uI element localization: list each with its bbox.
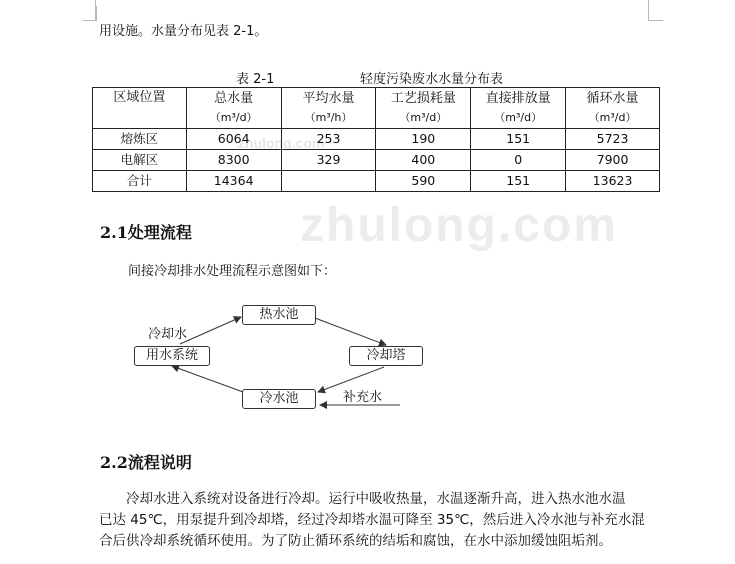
table-cell: 8300 xyxy=(186,150,281,171)
table-title: 轻度污染废水水量分布表 xyxy=(360,72,504,87)
table-cell: 0 xyxy=(471,150,566,171)
table-cell: 6064 xyxy=(186,129,281,150)
description-line-1: 冷却水进入系统对设备进行冷却。运行中吸收热量，水温逐渐升高，进入热水池水温 xyxy=(126,491,626,507)
table-cell: 13623 xyxy=(566,171,660,192)
arrow-cold-to-system xyxy=(172,366,243,392)
table-cell: 合计 xyxy=(93,171,187,192)
flow-node-cold-pool: 冷水池 xyxy=(242,389,316,409)
description-line-2: 已达 45℃，用泵提升到冷却塔，经过冷却塔水温可降至 35℃，然后进入冷水池与补充水混 xyxy=(99,512,645,528)
table-cell: 190 xyxy=(376,129,471,150)
watermark: zhulong.com xyxy=(300,199,618,252)
flow-label-cooling-water: 冷却水 xyxy=(148,327,188,342)
table-cell: 400 xyxy=(376,150,471,171)
header-cell: 直接排放量 （m³/d） xyxy=(471,88,566,129)
intro-line: 用设施。水量分布见表 2-1。 xyxy=(99,24,268,39)
table-cell: 151 xyxy=(471,129,566,150)
section-heading-description: 2.2流程说明 xyxy=(100,453,192,472)
table-cell: 7900 xyxy=(566,150,660,171)
flow-node-water-system: 用水系统 xyxy=(134,346,210,366)
header-cell: 工艺损耗量 （m³/d） xyxy=(376,88,471,129)
section-heading-process: 2.1处理流程 xyxy=(100,223,192,242)
flow-label-makeup-water: 补充水 xyxy=(343,390,383,405)
table-number: 表 2-1 xyxy=(236,72,275,87)
table-cell: 151 xyxy=(471,171,566,192)
flow-node-hot-pool: 热水池 xyxy=(242,305,316,325)
table-cell: 590 xyxy=(376,171,471,192)
table-cell: 14364 xyxy=(186,171,281,192)
header-cell: 区域位置 xyxy=(93,88,187,129)
description-line-3: 合后供冷却系统循环使用。为了防止循环系统的结垢和腐蚀，在水中添加缓蚀阻垢剂。 xyxy=(99,533,612,549)
table-cell: 329 xyxy=(281,150,376,171)
header-cell: 平均水量 （m³/h） xyxy=(281,88,376,129)
table-cell: 5723 xyxy=(566,129,660,150)
flow-intro: 间接冷却排水处理流程示意图如下： xyxy=(128,264,337,279)
watermark-small: zhulong.com xyxy=(238,135,325,151)
table-cell: 熔炼区 xyxy=(93,129,187,150)
header-cell: 总水量 （m³/d） xyxy=(186,88,281,129)
arrow-hot-to-tower xyxy=(315,318,386,345)
flow-node-cooling-tower: 冷却塔 xyxy=(349,346,423,366)
header-cell: 循环水量 （m³/d） xyxy=(566,88,660,129)
table-cell: 电解区 xyxy=(93,150,187,171)
table-cell: 253 xyxy=(281,129,376,150)
arrow-system-to-hot xyxy=(180,317,241,344)
